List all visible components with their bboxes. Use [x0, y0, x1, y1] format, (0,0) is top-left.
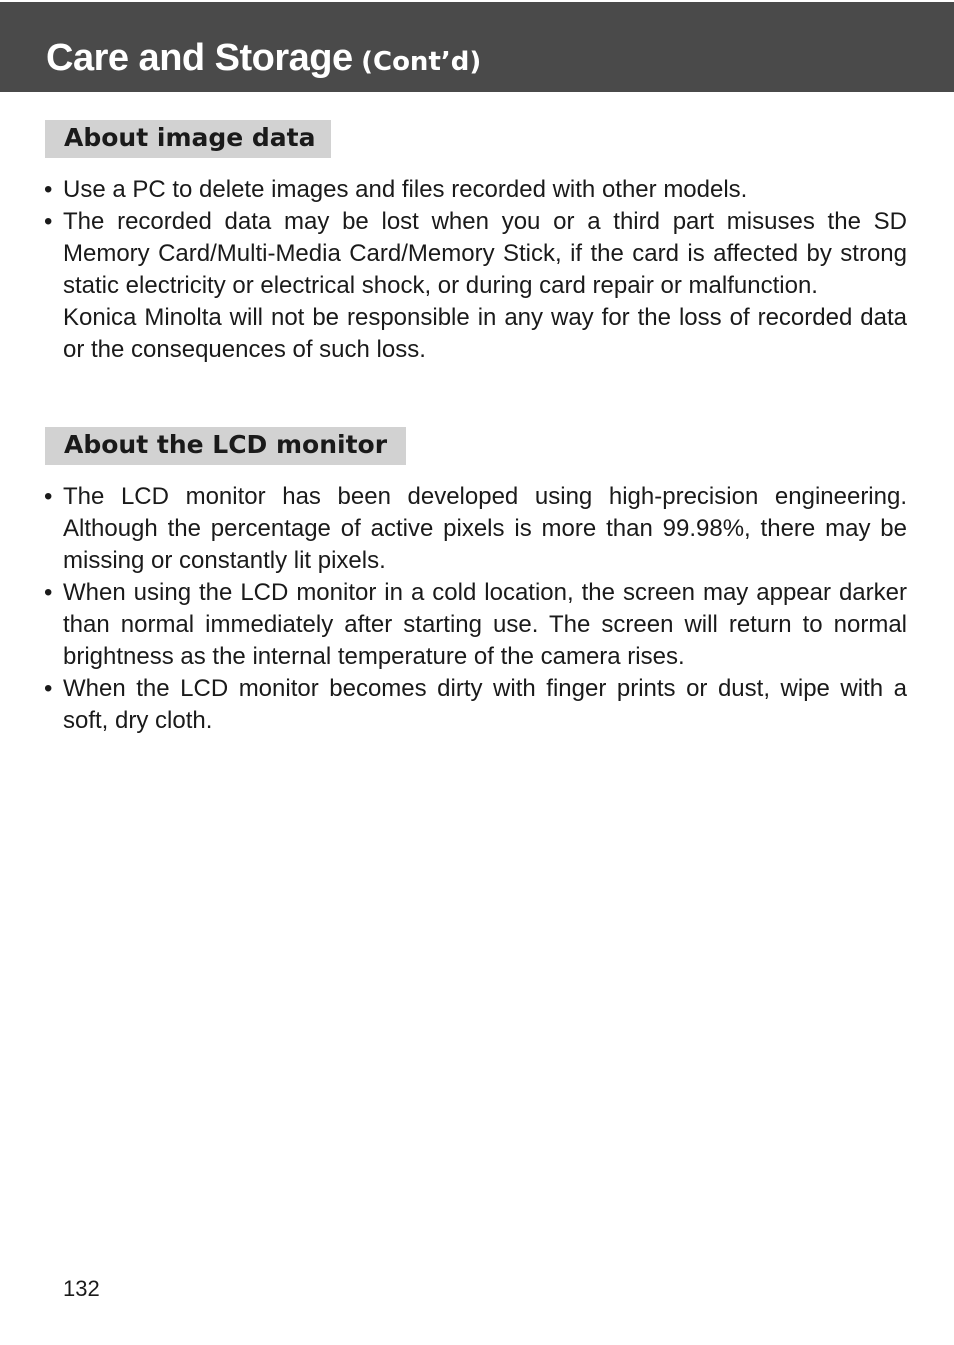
list-item-text: When the LCD monitor becomes dirty with finger prints or dust, wipe with a soft, dry cloth.: [63, 675, 907, 734]
title-bar: [0, 0, 954, 92]
bullet-icon: •: [44, 579, 53, 606]
bullet-icon: •: [44, 483, 53, 510]
page-title-main: Care and Storage: [46, 37, 353, 79]
list-item-text: When using the LCD monitor in a cold location, the screen may appear darker than normal immediately after starting use. The screen will return to normal brightness as the internal temperature of the camera rises.: [63, 579, 907, 670]
list-item: [44, 174, 907, 206]
image-data-list: [44, 174, 907, 366]
bullet-icon: •: [44, 675, 53, 702]
list-item-note: Konica Minolta will not be responsible in any way for the loss of recorded data or the consequences of such loss.: [63, 304, 907, 363]
list-item-text: The LCD monitor has been developed using high-precision engineering. Although the percentage of active pixels is more than 99.98%, there may be missing or constantly lit pixels.: [63, 483, 907, 574]
list-item: [44, 673, 907, 737]
section-heading-image-data: About image data: [45, 120, 331, 158]
section-heading-lcd-monitor: About the LCD monitor: [45, 427, 406, 465]
list-item-text: Use a PC to delete images and files recorded with other models.: [63, 176, 748, 203]
list-item: [44, 206, 907, 366]
list-item-text: The recorded data may be lost when you or a third part misuses the SD Memory Card/Multi-Media Card/Memory Stick, if the card is affected by strong static electricity or electrical shock, or during card repair or malfunction.: [63, 208, 907, 299]
bullet-icon: •: [44, 208, 53, 235]
page-title: [46, 37, 481, 80]
list-item: [44, 577, 907, 673]
page-number: 132: [63, 1276, 100, 1301]
bullet-icon: •: [44, 176, 53, 203]
list-item: [44, 481, 907, 577]
lcd-monitor-list: [44, 481, 907, 737]
page-title-continued: (Cont’d): [361, 47, 482, 77]
